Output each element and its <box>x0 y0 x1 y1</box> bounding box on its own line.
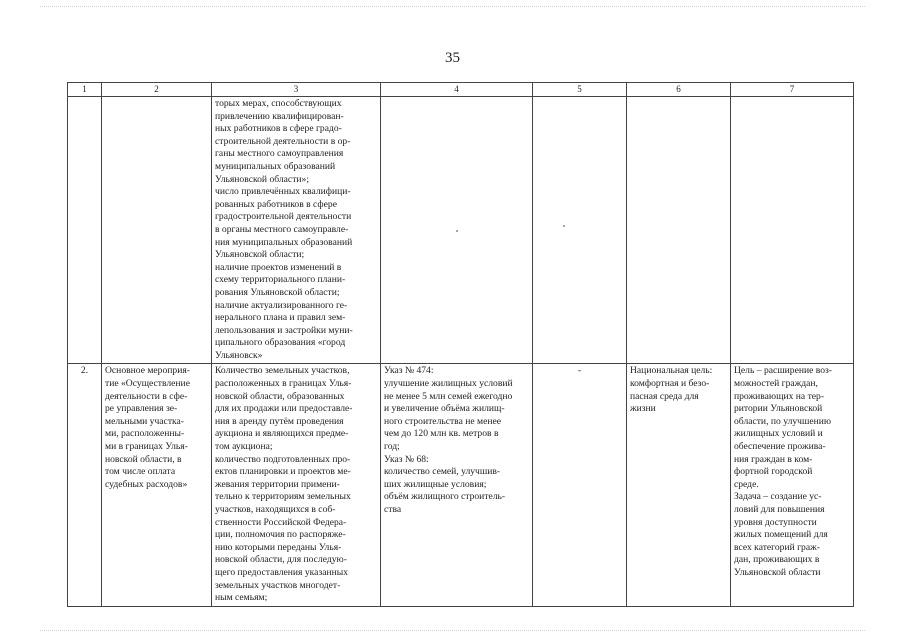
text-line: рования Ульяновской области; <box>215 286 340 298</box>
page-number: 35 <box>445 50 460 66</box>
table-header-row <box>68 83 854 97</box>
text-line: ших жилищные условия; <box>384 478 487 490</box>
table-row-2 <box>68 364 854 606</box>
text-line: улучшение жилищных условий <box>384 378 513 390</box>
text-line: Национальная цель: <box>630 365 713 377</box>
text-line: новской области, в <box>105 453 182 465</box>
text-line: жизни <box>630 403 656 415</box>
text-line: и увеличение объёма жилищ- <box>384 403 505 415</box>
activity-text <box>105 365 208 491</box>
text-line: пасная среда для <box>630 390 699 402</box>
table-row-continuation <box>68 97 854 364</box>
text-line: мельными участка- <box>105 415 184 427</box>
text-line: градостроительной деятельности <box>215 211 352 223</box>
text-line: ния граждан в ком- <box>734 453 813 465</box>
text-line: рованных работников в сфере <box>215 198 337 210</box>
text-line: обеспечение прожива- <box>734 441 826 453</box>
text-line: наличие актуализированного ге- <box>215 299 348 311</box>
text-line: аукциона и являющихся предме- <box>215 428 349 440</box>
text-line: участков, находящихся в соб- <box>215 504 336 515</box>
text-line: схему территориального плани- <box>215 274 346 286</box>
text-line: ми в границах Улья- <box>105 441 188 453</box>
cell-program: - <box>533 364 627 606</box>
text-line: муниципальных образований <box>215 160 336 172</box>
cell-activity <box>102 97 212 364</box>
text-line: уровня доступности <box>734 516 817 528</box>
cell-number <box>68 97 102 364</box>
text-line: Ульяновской области»; <box>215 173 309 185</box>
text-line: Задача – создание ус- <box>734 491 822 503</box>
text-line: Ульяновск» <box>215 349 263 361</box>
document-table <box>67 82 854 607</box>
text-line: Основное мероприя- <box>105 365 190 377</box>
text-line: области, по улучшению <box>734 415 832 427</box>
text-line: можностей граждан, <box>734 378 818 390</box>
text-line: дан, проживающих в <box>734 554 820 566</box>
text-line: Цель – расширение воз- <box>734 365 833 377</box>
text-line: объём жилищного строитель- <box>384 491 506 503</box>
column-header-7: 7 <box>731 83 854 97</box>
text-line: жевания территории примени- <box>215 478 340 490</box>
text-line: том числе оплата <box>105 466 176 478</box>
text-line: строительной деятельности в ор- <box>215 135 351 147</box>
column-header-4: 4 <box>381 83 533 97</box>
text-line: ритории Ульяновской <box>734 403 823 415</box>
text-line: деятельности в сфе- <box>105 390 188 402</box>
text-line: ния в аренду путём проведения <box>215 415 344 427</box>
text-line: торых мерах, способствующих <box>215 98 342 109</box>
text-line: жилищных условий и <box>734 428 823 440</box>
text-line: ганы местного самоуправления <box>215 148 344 160</box>
text-line: количество семей, улучшив- <box>384 466 501 478</box>
text-line: комфортная и безо- <box>630 378 710 390</box>
cell-program <box>533 97 627 364</box>
text-line: среде. <box>734 478 759 490</box>
text-line: Указ № 474: <box>384 365 434 377</box>
text-line: земельных участков многодет- <box>215 579 341 591</box>
text-line: нерального плана и правил зем- <box>215 312 346 324</box>
goal-task-text <box>734 365 850 579</box>
text-line: чем до 120 млн кв. метров в <box>384 428 499 440</box>
text-line: новской области, образованных <box>215 390 345 402</box>
text-line: количество подготовленных про- <box>215 453 351 465</box>
cell-decree <box>381 364 533 606</box>
text-line: ным семьям; <box>215 592 268 604</box>
text-line: ного строительства не менее <box>384 415 502 427</box>
text-line: не менее 5 млн семей ежегодно <box>384 390 513 402</box>
text-line: ципального образования «город <box>215 337 346 349</box>
indicators-text <box>215 365 377 604</box>
text-line: ства <box>384 504 402 515</box>
text-line: ектов планировки и проектов ме- <box>215 466 351 478</box>
scan-artifact-top <box>40 6 865 9</box>
scan-speck <box>563 225 565 227</box>
cell-goal-task <box>731 97 854 364</box>
indicators-text <box>215 98 377 362</box>
text-line: ре управления зе- <box>105 403 178 415</box>
cell-indicators <box>212 97 381 364</box>
cell-national-goal <box>627 97 731 364</box>
cell-number: 2. <box>68 364 102 606</box>
text-line: Указ № 68: <box>384 453 429 465</box>
text-line: нию которыми переданы Улья- <box>215 541 342 553</box>
text-line: ных работников в сфере градо- <box>215 123 342 135</box>
text-line: Количество земельных участков, <box>215 365 350 377</box>
column-header-1: 1 <box>68 83 102 97</box>
text-line: ловий для повышения <box>734 504 825 515</box>
text-line: тельно к территориям земельных <box>215 491 351 503</box>
text-line: судебных расходов» <box>105 478 188 490</box>
text-line: для их продажи или предоставле- <box>215 403 353 415</box>
text-line: тие «Осуществление <box>105 378 190 390</box>
text-line: Ульяновской области; <box>215 249 305 261</box>
cell-indicators <box>212 364 381 606</box>
cell-goal-task <box>731 364 854 606</box>
text-line: лепользования и застройки муни- <box>215 324 353 336</box>
column-header-5: 5 <box>533 83 627 97</box>
text-line: Ульяновской области <box>734 566 821 578</box>
cell-national-goal <box>627 364 731 606</box>
decree-text <box>384 365 529 516</box>
text-line: в органы местного самоуправле- <box>215 223 349 235</box>
column-header-2: 2 <box>102 83 212 97</box>
text-line: проживающих на тер- <box>734 390 825 402</box>
text-line: число привлечённых квалифици- <box>215 186 351 198</box>
text-line: новской области, для последую- <box>215 554 347 566</box>
text-line: том аукциона; <box>215 441 273 453</box>
text-line: год; <box>384 441 400 453</box>
text-line: жилых помещений для <box>734 529 828 541</box>
text-line: расположенных в границах Улья- <box>215 378 352 390</box>
text-line: фортной городской <box>734 466 813 478</box>
text-line: привлечению квалифицирован- <box>215 110 344 122</box>
text-line: ния муниципальных образований <box>215 236 353 248</box>
column-header-6: 6 <box>627 83 731 97</box>
text-line: щего предоставления указанных <box>215 566 349 578</box>
column-header-3: 3 <box>212 83 381 97</box>
scan-speck <box>456 230 458 232</box>
text-line: ственности Российской Федера- <box>215 516 347 528</box>
text-line: всех категорий граж- <box>734 541 820 553</box>
cell-activity <box>102 364 212 606</box>
text-line: ми, расположенны- <box>105 428 185 440</box>
national-goal-text <box>630 365 727 415</box>
text-line: ции, полномочия по распоряже- <box>215 529 346 541</box>
scan-artifact-bottom <box>40 630 865 633</box>
text-line: наличие проектов изменений в <box>215 261 342 273</box>
